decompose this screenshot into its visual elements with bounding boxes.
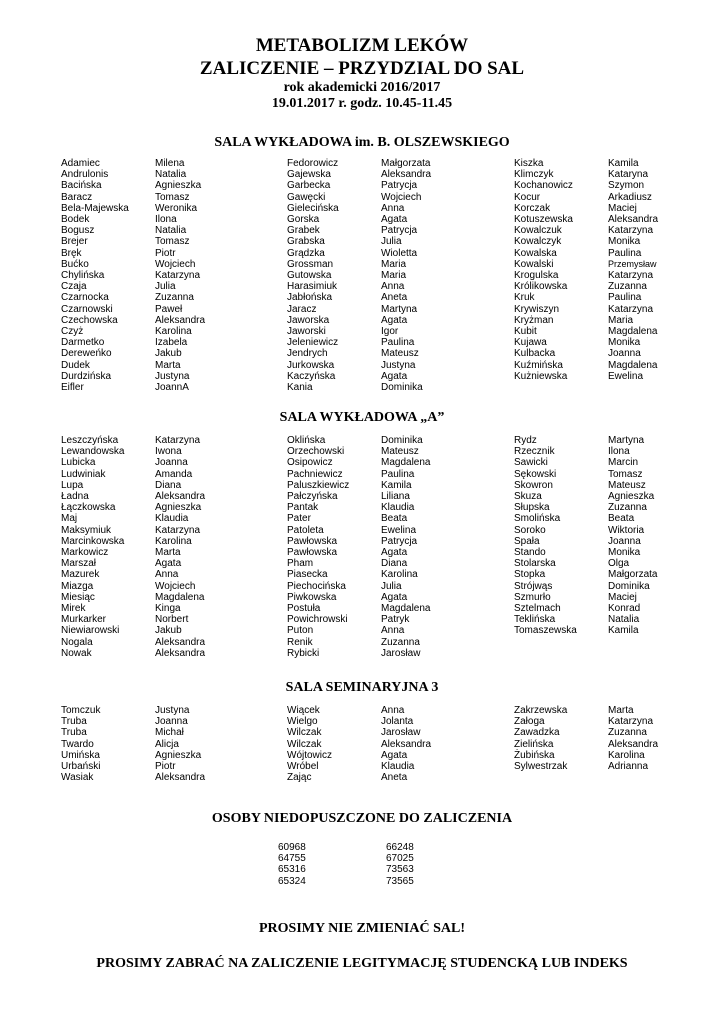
student-firstname: Mateusz [381,446,419,458]
student-surname: Harasimiuk [287,281,338,293]
student-surname: Żubińska [514,749,555,761]
student-firstname: Patrycja [381,180,418,192]
footer-note-id: PROSIMY ZABRAĆ NA ZALICZENIE LEGITYMACJĘ STUDENCKĄ LUB INDEKS [96,956,628,971]
student-firstname: Jolanta [381,716,414,728]
student-surname: Fedorowicz [287,158,339,169]
excluded-student-id: 73565 [386,875,414,887]
student-firstname: Igor [381,326,399,337]
student-surname: Wasiak [61,772,94,784]
student-surname: Darmetko [61,337,105,349]
student-firstname: Natalia [155,169,187,181]
student-firstname: Marta [608,705,634,716]
section-title-sala-a: SALA WYKŁADOWA „A” [279,410,445,425]
excluded-student-id: 64755 [278,853,306,865]
student-firstname: Zuzanna [608,281,647,293]
student-firstname: Piotr [155,247,176,259]
student-surname: Gorska [287,214,320,225]
student-firstname: Agnieszka [155,749,202,761]
student-surname: Rybicki [287,647,320,659]
student-firstname: Agata [381,547,408,558]
student-surname: Bacińska [61,180,102,192]
student-surname: Zakrzewska [514,705,568,716]
student-firstname: Kamila [381,479,412,491]
student-surname: Puton [287,625,314,637]
student-surname: Kowalczuk [514,225,562,237]
student-firstname: Tomasz [608,468,643,480]
student-surname: Dereweńko [61,348,112,360]
student-firstname: Paulina [608,247,642,259]
student-firstname: Diana [155,479,182,491]
student-surname: Załoga [514,716,545,728]
student-firstname: Tomasz [155,191,190,203]
student-firstname: Zuzanna [155,292,194,304]
student-firstname: Martyna [608,435,645,446]
student-firstname: Wiktoria [608,524,645,536]
student-surname: Marcinkowska [61,535,125,547]
student-firstname: Karolina [155,326,192,337]
student-firstname: Arkadiusz [608,191,652,203]
student-firstname: JoannA [155,382,189,393]
student-surname: Czaja [61,281,87,293]
student-firstname: Natalia [608,614,640,626]
student-firstname: Katarzyna [608,225,654,237]
student-firstname: Anna [381,625,405,637]
student-firstname: Patrycja [381,535,418,547]
student-firstname: Kinga [155,603,181,614]
student-firstname: Aleksandra [155,636,206,648]
section-title-olszewski: SALA WYKŁADOWA im. B. OLSZEWSKIEGO [214,135,510,150]
academic-year: rok akademicki 2016/2017 [283,80,441,95]
student-firstname: Jakub [155,625,182,637]
student-surname: Osipowicz [287,457,333,469]
student-firstname: Agata [381,214,408,225]
student-firstname: Mateusz [608,479,646,491]
student-firstname: Katarzyna [155,435,201,446]
student-surname: Kowalska [514,247,557,259]
student-surname: Soroko [514,524,546,536]
student-firstname: Zuzanna [381,636,420,648]
student-surname: Markowicz [61,547,109,558]
student-surname: Grądzka [287,247,325,259]
student-surname: Jurkowska [287,359,335,371]
student-surname: Kubit [514,326,537,337]
student-surname: Stando [514,547,546,558]
student-surname: Skuza [514,491,542,502]
student-surname: Kowalski [514,258,554,270]
student-surname: Korczak [514,202,551,214]
student-firstname: Julia [155,281,176,293]
student-surname: Czarnocka [61,292,109,304]
student-surname: Mirek [61,603,86,614]
student-surname: Sawicki [514,457,548,469]
student-surname: Kochanowicz [514,180,573,192]
student-surname: Jaworska [287,314,330,326]
student-surname: Jaracz [287,303,317,315]
student-firstname: Katarzyna [608,716,654,728]
student-firstname: Anna [381,281,405,293]
student-surname: Pawłowska [287,535,338,547]
student-surname: Kiszka [514,158,544,169]
student-surname: Czechowska [61,314,118,326]
student-firstname: Kamila [608,158,639,169]
student-surname: Sękowski [514,468,557,480]
student-firstname: Wojciech [155,258,196,270]
student-surname: Gawęcki [287,191,326,203]
student-firstname: Magdalena [381,457,431,469]
student-surname: Jaworski [287,326,326,337]
student-firstname: Justyna [155,370,190,382]
student-firstname: Katarzyna [155,524,201,536]
student-firstname: Magdalena [155,591,205,603]
student-surname: Pachniewicz [287,468,343,480]
student-surname: Kujawa [514,337,547,349]
student-surname: Piwkowska [287,591,337,603]
student-firstname: Joanna [155,716,188,728]
student-firstname: Joanna [155,457,188,469]
student-firstname: Ewelina [608,370,644,382]
student-surname: Bodek [61,214,90,225]
student-surname: Klimczyk [514,169,554,181]
student-firstname: Agata [381,314,408,326]
excluded-student-id: 65316 [278,864,306,876]
student-surname: Pawłowska [287,547,338,558]
student-surname: Ludwiniak [61,468,106,480]
student-surname: Kania [287,382,313,393]
student-firstname: Wioletta [381,247,418,259]
student-surname: Stolarska [514,558,556,570]
student-firstname: Aneta [381,292,408,304]
student-surname: Teklińska [514,614,556,626]
student-firstname: Anna [155,569,179,581]
excluded-student-id: 73563 [386,864,414,876]
student-surname: Truba [61,716,87,728]
student-surname: Ładna [61,491,89,502]
student-surname: Renik [287,636,313,648]
student-surname: Piechocińska [287,580,346,592]
student-surname: Zając [287,772,312,784]
student-surname: Powichrowski [287,614,348,626]
student-surname: Pałczyńska [287,491,338,502]
student-firstname: Zuzanna [608,727,647,739]
student-surname: Krogulska [514,270,559,281]
student-firstname: Anna [381,202,405,214]
student-surname: Słupska [514,502,550,514]
student-surname: Murkarker [61,614,107,626]
student-surname: Garbecka [287,180,331,192]
student-firstname: Karolina [155,535,192,547]
document-subtitle: ZALICZENIE – PRZYDZIAL DO SAL [199,58,525,79]
student-firstname: Weronika [155,202,198,214]
student-surname: Czyż [61,326,84,337]
student-surname: Bućko [61,258,89,270]
student-surname: Wróbel [287,761,319,772]
student-surname: Dudek [61,359,90,371]
student-surname: Chylińska [61,270,105,281]
student-surname: Jabłońska [287,292,333,304]
student-firstname: Zuzanna [608,502,647,514]
student-firstname: Monika [608,337,641,349]
student-surname: Andrulonis [61,169,109,181]
student-firstname: Kataryna [608,169,649,181]
document-title: METABOLIZM LEKÓW [255,35,469,56]
student-firstname: Agata [155,558,182,570]
student-surname: Bręk [61,247,82,259]
student-surname: Zielińska [514,738,554,750]
student-surname: Paluszkiewicz [287,479,350,491]
student-firstname: Ilona [155,214,177,225]
student-firstname: Magdalena [608,359,658,371]
student-surname: Tomczuk [61,705,101,716]
student-surname: Tomaszewska [514,625,577,637]
student-surname: Oklińska [287,435,326,446]
student-surname: Gutowska [287,270,332,281]
student-surname: Nogala [61,636,93,648]
student-surname: Wilczak [287,738,322,750]
student-firstname: Joanna [608,535,641,547]
student-firstname: Aleksandra [155,491,206,502]
student-firstname: Małgorzata [608,569,658,581]
student-surname: Patoleta [287,524,324,536]
student-firstname: Klaudia [381,502,415,514]
student-surname: Bogusz [61,225,95,237]
student-surname: Baracz [61,191,93,203]
student-firstname: Aneta [381,772,408,784]
student-firstname: Katarzyna [608,303,654,315]
student-firstname: Marcin [608,457,639,469]
student-firstname: Justyna [155,705,190,716]
student-surname: Kużniewska [514,370,568,382]
student-surname: Łączkowska [61,502,116,514]
student-firstname: Agnieszka [608,491,655,502]
excluded-student-id: 60968 [278,842,306,853]
student-surname: Wielgo [287,716,318,728]
student-firstname: Kamila [608,625,639,637]
student-firstname: Mateusz [381,348,419,360]
student-firstname: Diana [381,558,408,570]
student-surname: Zawadzka [514,727,560,739]
student-surname: Smolińska [514,513,561,525]
student-surname: Bela-Majewska [61,202,129,214]
student-firstname: Izabela [155,337,188,349]
student-firstname: Magdalena [381,603,431,614]
student-firstname: Maria [381,270,407,281]
excluded-student-id: 65324 [278,875,306,887]
student-firstname: Wojciech [155,580,196,592]
student-firstname: Martyna [381,303,418,315]
student-surname: Kuźmińska [514,359,563,371]
student-firstname: Milena [155,158,185,169]
student-surname: Nowak [61,647,92,659]
student-firstname: Agnieszka [155,502,202,514]
student-surname: Eifler [61,382,84,393]
student-firstname: Beata [381,513,408,525]
student-firstname: Michał [155,727,184,739]
student-firstname: Piotr [155,761,176,772]
student-surname: Lubicka [61,457,96,469]
student-firstname: Magdalena [608,326,658,337]
excluded-title: OSOBY NIEDOPUSZCZONE DO ZALICZENIA [211,811,513,826]
student-firstname: Liliana [381,491,410,502]
student-firstname: Agata [381,749,408,761]
excluded-student-id: 66248 [386,842,414,853]
student-firstname: Adrianna [608,761,649,772]
student-firstname: Dominika [381,382,423,393]
student-surname: Kocur [514,191,541,203]
student-firstname: Wojciech [381,191,422,203]
student-surname: Rzecznik [514,446,555,458]
student-firstname: Paulina [381,468,415,480]
student-surname: Krywiszyn [514,303,560,315]
student-surname: Kulbacka [514,348,556,360]
student-surname: Wiącek [287,705,320,716]
student-firstname: Natalia [155,225,187,237]
student-firstname: Przemysław [608,258,657,269]
student-firstname: Konrad [608,603,641,614]
student-firstname: Paweł [155,303,183,315]
student-surname: Sylwestrzak [514,761,568,772]
student-firstname: Aleksandra [608,214,659,225]
student-firstname: Klaudia [381,761,415,772]
footer-note-rooms: PROSIMY NIE ZMIENIAĆ SAL! [258,921,465,936]
student-firstname: Dominika [381,435,423,446]
student-firstname: Jarosław [381,647,421,659]
student-firstname: Aleksandra [155,314,206,326]
student-firstname: Karolina [381,569,418,581]
student-surname: Grossman [287,258,334,270]
student-surname: Durdzińska [61,370,112,382]
student-surname: Twardo [61,738,94,750]
student-firstname: Ilona [608,446,630,458]
student-surname: Spała [514,535,540,547]
student-surname: Gajewska [287,169,331,181]
student-firstname: Aleksandra [155,772,206,784]
student-surname: Jeleniewicz [287,337,339,349]
student-firstname: Justyna [381,359,416,371]
student-firstname: Małgorzata [381,158,431,169]
student-firstname: Monika [608,547,641,558]
student-firstname: Dominika [608,580,650,592]
student-surname: Pantak [287,502,319,514]
student-surname: Jendrych [287,348,328,360]
student-firstname: Ewelina [381,524,417,536]
student-firstname: Agnieszka [155,180,202,192]
student-surname: Mazurek [61,569,100,581]
student-surname: Szmurło [514,591,551,603]
student-firstname: Karolina [608,749,645,761]
student-surname: Brejer [61,236,88,248]
student-surname: Urbański [61,761,101,772]
student-surname: Orzechowski [287,446,345,458]
student-firstname: Anna [381,705,405,716]
student-firstname: Julia [381,580,402,592]
student-surname: Pham [287,558,314,570]
student-firstname: Olga [608,558,630,570]
student-surname: Kruk [514,292,535,304]
student-firstname: Aleksandra [381,169,432,181]
student-surname: Piasecka [287,569,328,581]
student-surname: Niewiarowski [61,625,120,637]
student-surname: Strójwąs [514,580,553,592]
student-surname: Lupa [61,479,84,491]
student-surname: Gielecińska [287,202,339,214]
student-firstname: Paulina [381,337,415,349]
student-firstname: Maciej [608,591,637,603]
student-firstname: Beata [608,513,635,525]
student-firstname: Agata [381,370,408,382]
student-firstname: Jarosław [381,727,421,739]
student-surname: Grabska [287,236,325,248]
excluded-student-id: 67025 [386,853,414,865]
student-firstname: Marta [155,359,181,371]
student-surname: Wilczak [287,727,322,739]
student-surname: Maj [61,513,78,525]
student-surname: Czarnowski [61,303,113,315]
student-firstname: Agata [381,591,408,603]
student-surname: Królikowska [514,281,568,293]
section-title-seminaryjna-3: SALA SEMINARYJNA 3 [285,680,439,695]
student-surname: Rydz [514,435,537,446]
student-firstname: Maria [381,258,407,270]
student-firstname: Jakub [155,348,182,360]
student-firstname: Szymon [608,180,645,192]
student-surname: Leszczyńska [61,435,119,446]
student-surname: Adamiec [61,158,100,169]
student-firstname: Aleksandra [608,738,659,750]
student-firstname: Katarzyna [155,270,201,281]
student-firstname: Patryk [381,614,410,626]
student-firstname: Katarzyna [608,270,654,281]
student-surname: Sztelmach [514,603,561,614]
student-surname: Maksymiuk [61,524,112,536]
student-firstname: Norbert [155,614,189,626]
student-firstname: Julia [381,236,402,248]
student-firstname: Patrycja [381,225,418,237]
student-firstname: Maciej [608,202,637,214]
student-surname: Miesiąc [61,591,95,603]
student-firstname: Monika [608,236,641,248]
student-firstname: Tomasz [155,236,190,248]
student-firstname: Marta [155,547,181,558]
student-surname: Marszał [61,558,97,570]
student-surname: Wójtowicz [287,749,333,761]
student-surname: Grabek [287,225,320,237]
exam-datetime: 19.01.2017 r. godz. 10.45-11.45 [271,96,453,111]
student-surname: Kryżman [514,314,554,326]
student-surname: Kowalczyk [514,236,562,248]
student-firstname: Amanda [155,468,193,480]
student-firstname: Iwona [155,446,182,458]
student-surname: Skowron [514,479,553,491]
student-firstname: Alicja [155,738,179,750]
student-surname: Pater [287,513,311,525]
student-firstname: Klaudia [155,513,189,525]
student-surname: Kaczyńska [287,370,336,382]
student-firstname: Joanna [608,348,641,360]
student-firstname: Aleksandra [155,647,206,659]
student-firstname: Maria [608,314,634,326]
student-firstname: Aleksandra [381,738,432,750]
student-surname: Umińska [61,749,100,761]
student-surname: Kotuszewska [514,214,573,225]
student-surname: Miazga [61,580,94,592]
student-surname: Truba [61,727,87,739]
student-firstname: Paulina [608,292,642,304]
student-surname: Stopka [514,569,546,581]
student-surname: Lewandowska [61,446,125,458]
student-surname: Postuła [287,603,321,614]
